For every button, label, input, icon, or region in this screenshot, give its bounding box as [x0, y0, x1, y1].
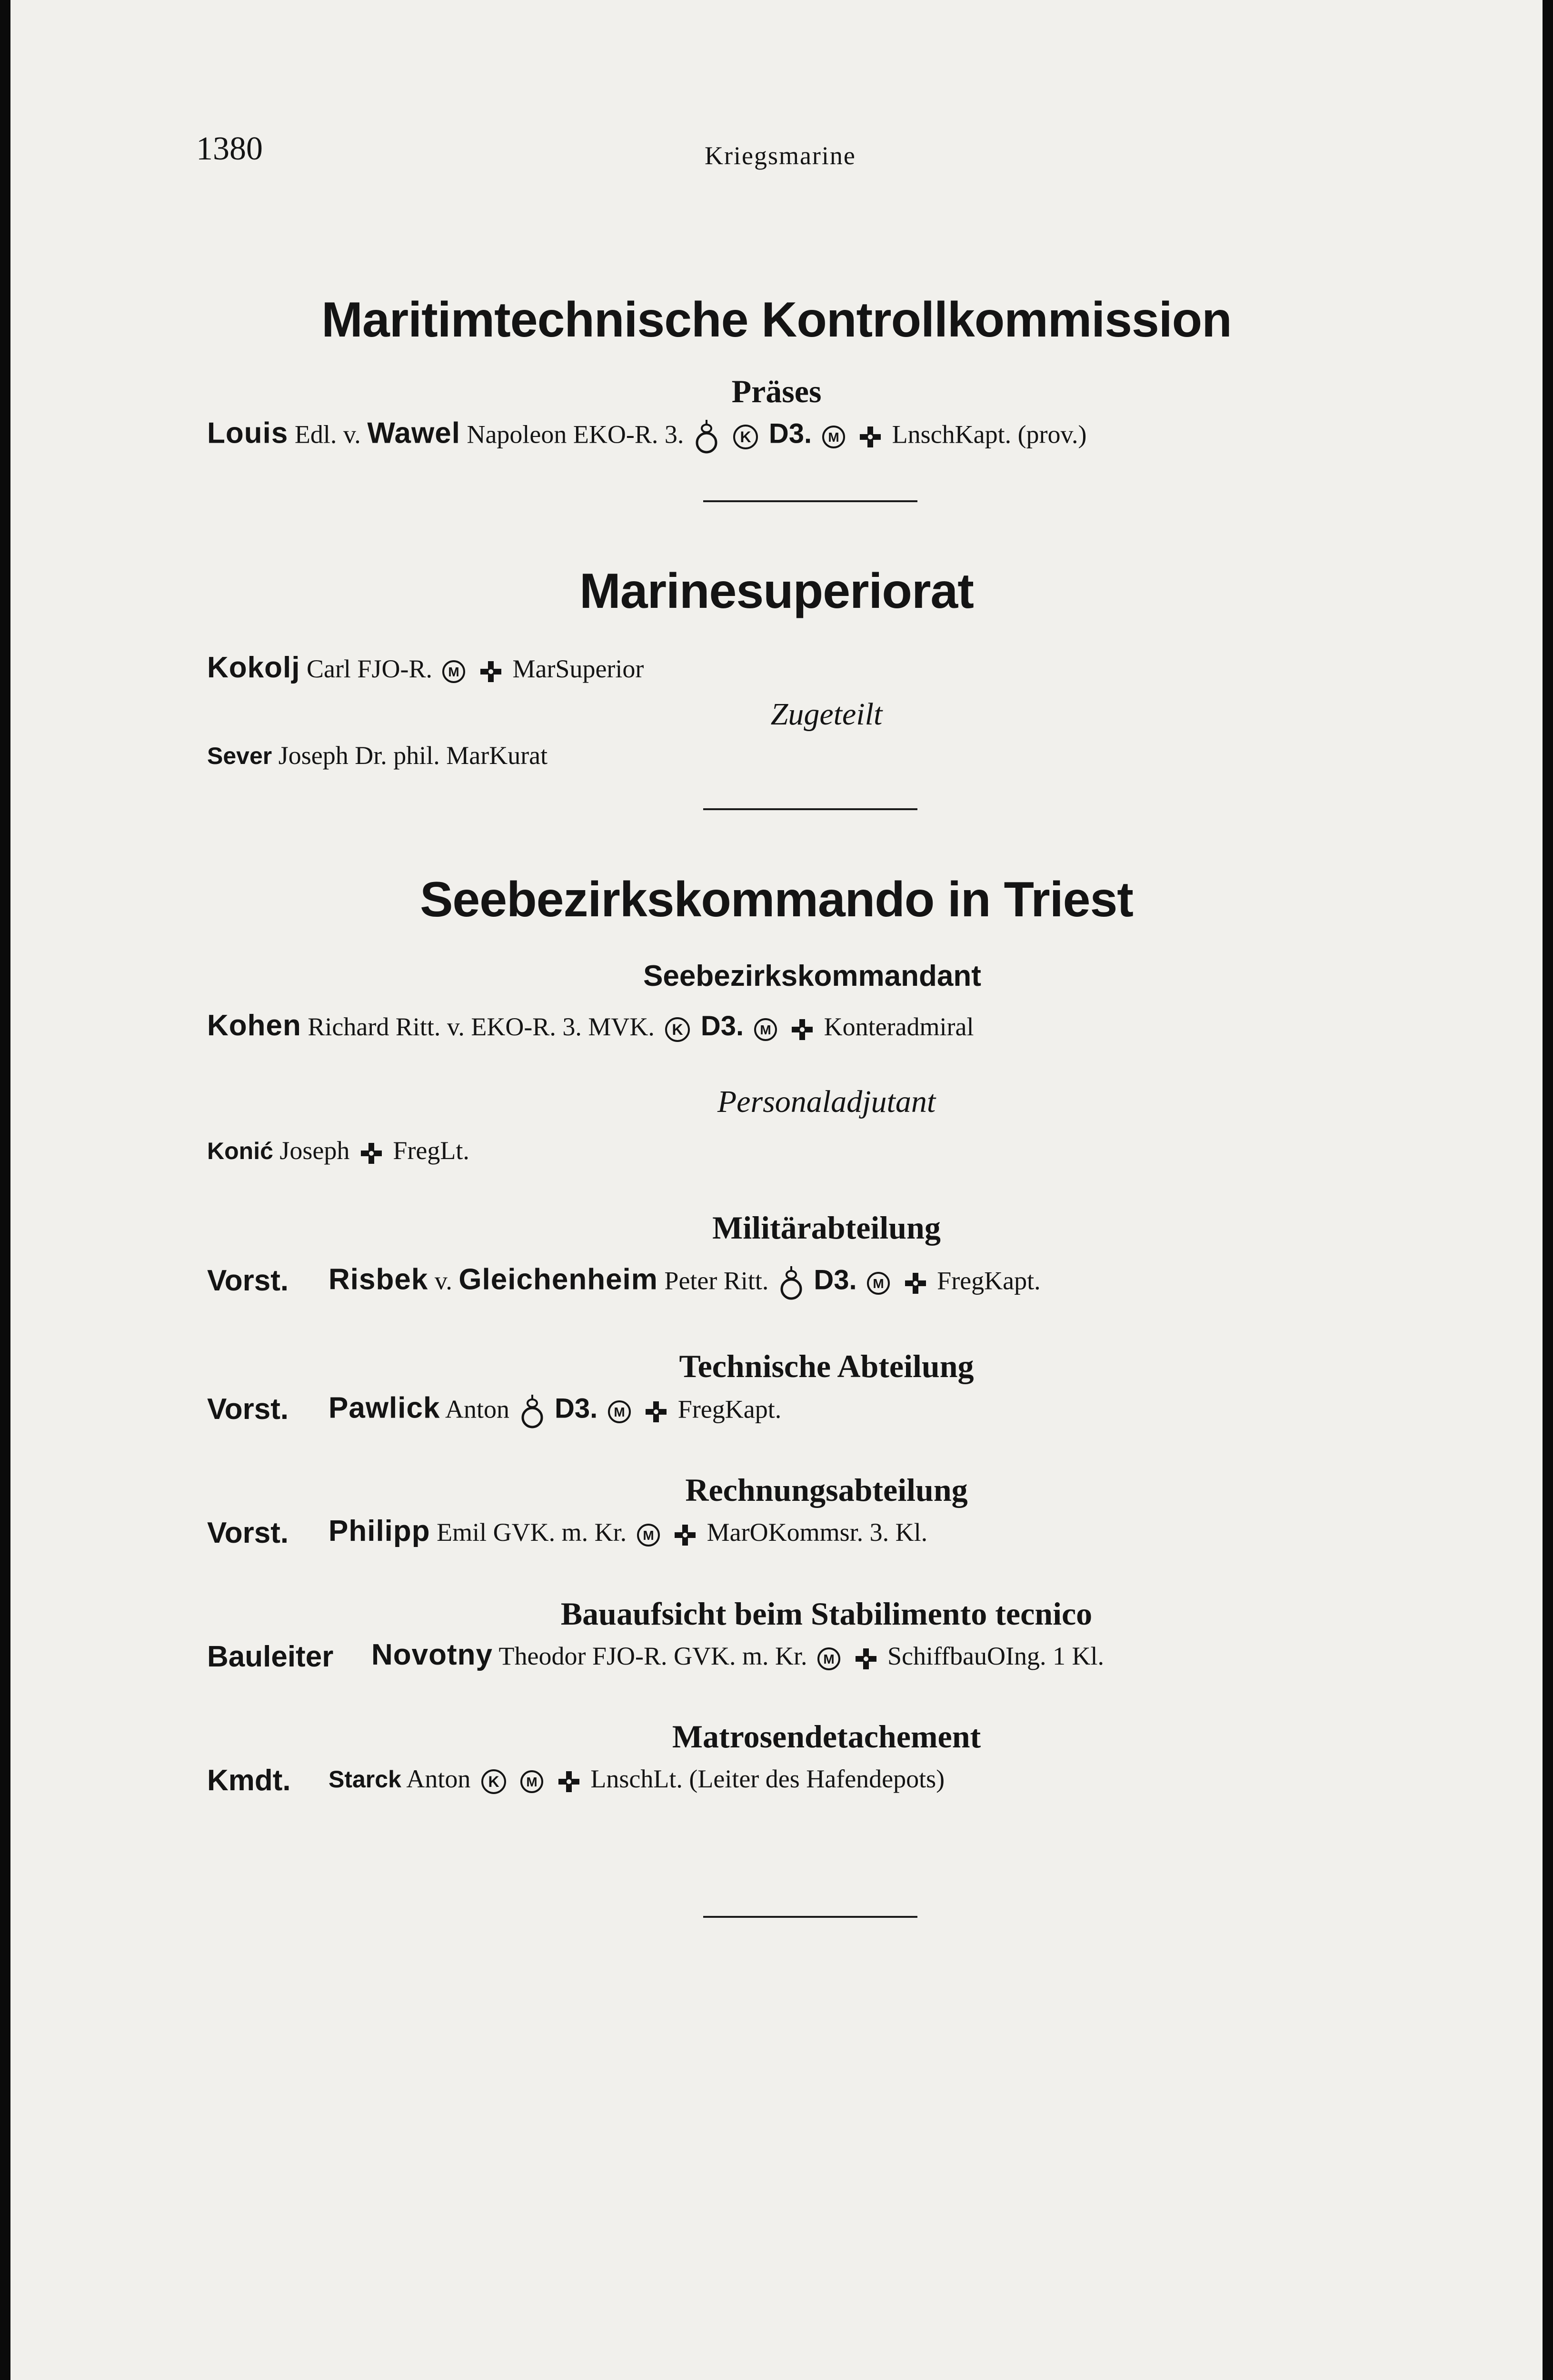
details: Richard Ritt. v. EKO-R. 3. MVK.	[308, 1012, 655, 1041]
surname: Novotny	[371, 1638, 493, 1671]
k-circle-icon	[480, 1768, 508, 1795]
order-medal-icon	[519, 1393, 546, 1431]
entry-pawlick	[329, 1393, 781, 1431]
surname: Konić	[207, 1138, 273, 1164]
rank: FregKapt.	[677, 1395, 782, 1424]
surname: Starck	[329, 1766, 401, 1793]
role-label: Vorst.	[207, 1264, 289, 1297]
cross-icon	[903, 1271, 928, 1296]
rank: SchiffbauOIng. 1 Kl.	[887, 1642, 1104, 1670]
k-glyph: K	[672, 1021, 683, 1038]
section-divider	[703, 500, 917, 502]
entry-konic	[207, 1138, 469, 1166]
first-name: Joseph	[279, 1136, 350, 1165]
details: Peter Ritt.	[664, 1266, 769, 1295]
m-glyph: M	[823, 1651, 835, 1666]
first-name: Anton	[406, 1765, 471, 1793]
entry-louis	[207, 418, 1087, 456]
subheading-seebezirkskommandant: Seebezirkskommandant	[643, 960, 981, 992]
k-glyph: K	[740, 428, 751, 446]
first-name: Anton	[445, 1395, 510, 1424]
cross-icon	[359, 1141, 384, 1166]
surname: Pawlick	[329, 1391, 440, 1425]
order-medal-icon	[693, 418, 720, 456]
entry-starck	[329, 1766, 945, 1795]
m-glyph: M	[873, 1276, 884, 1291]
decoration-d3: D3.	[814, 1264, 857, 1296]
details: Joseph Dr. phil. MarKurat	[278, 741, 548, 770]
section-title-marinesuperiorat: Marinesuperiorat	[579, 564, 974, 619]
name-particle: v.	[434, 1266, 452, 1295]
entry-kokolj	[207, 653, 644, 684]
role-label: Vorst.	[207, 1517, 289, 1549]
entry-sever	[207, 743, 548, 768]
surname-2: Wawel	[367, 416, 460, 450]
rank: Konteradmiral	[824, 1012, 974, 1041]
k-circle-icon	[732, 423, 759, 451]
document-page	[10, 0, 1543, 2380]
section-title-matrosendetachement: Matrosendetachement	[672, 1718, 981, 1755]
section-title-militaerabteilung: Militärabteilung	[712, 1210, 941, 1246]
cross-icon	[478, 659, 503, 684]
section-divider	[703, 1916, 917, 1918]
rank: MarOKommsr. 3. Kl.	[707, 1518, 928, 1547]
surname: Philipp	[329, 1515, 430, 1547]
m-circle-icon	[821, 425, 846, 449]
section-title-seebezirkskommando: Seebezirkskommando in Triest	[420, 872, 1133, 927]
rank: MarSuperior	[512, 654, 644, 683]
cross-icon	[644, 1399, 668, 1424]
m-circle-icon	[441, 659, 466, 684]
subheading-zugeteilt: Zugeteilt	[770, 697, 883, 732]
rank: LnschKapt. (prov.)	[892, 420, 1087, 449]
cross-icon	[673, 1523, 697, 1547]
rank: LnschLt. (Leiter des Hafendepots)	[590, 1765, 945, 1793]
entry-risbek	[329, 1264, 1041, 1302]
k-glyph: K	[488, 1773, 499, 1790]
m-circle-icon	[607, 1399, 632, 1424]
m-glyph: M	[448, 664, 460, 679]
cross-icon	[557, 1769, 581, 1794]
section-title-kontrollkommission: Maritimtechnische Kontrollkommission	[321, 292, 1232, 347]
cross-icon	[858, 425, 883, 449]
order-medal-icon	[778, 1264, 805, 1302]
subheading-praeses: Präses	[731, 373, 822, 409]
role-label: Bauleiter	[207, 1640, 334, 1673]
m-glyph: M	[827, 430, 839, 445]
m-circle-icon	[753, 1017, 778, 1042]
entry-novotny	[371, 1640, 1104, 1671]
m-circle-icon	[636, 1523, 661, 1547]
rank: FregLt.	[393, 1136, 469, 1165]
details: Emil GVK. m. Kr.	[437, 1518, 627, 1547]
cross-icon	[854, 1646, 878, 1671]
m-circle-icon	[816, 1646, 841, 1671]
section-divider	[703, 808, 917, 810]
m-circle-icon	[866, 1271, 891, 1296]
m-glyph: M	[642, 1527, 654, 1543]
section-title-rechnungsabteilung: Rechnungsabteilung	[685, 1472, 968, 1508]
page-number: 1380	[196, 130, 263, 167]
entry-philipp	[329, 1517, 927, 1547]
running-title: Kriegsmarine	[705, 141, 856, 170]
surname-2: Gleichenheim	[458, 1263, 658, 1296]
role-label: Kmdt.	[207, 1764, 291, 1797]
surname: Sever	[207, 743, 272, 769]
m-glyph: M	[526, 1774, 538, 1789]
subheading-personaladjutant: Personaladjutant	[717, 1084, 936, 1119]
k-circle-icon	[664, 1016, 691, 1043]
m-circle-icon	[519, 1769, 544, 1794]
details: Carl FJO-R.	[306, 654, 432, 683]
details: Napoleon EKO-R. 3.	[467, 420, 684, 449]
surname: Kohen	[207, 1009, 301, 1042]
m-glyph: M	[614, 1405, 625, 1419]
surname: Risbek	[329, 1263, 428, 1296]
decoration-d3: D3.	[700, 1011, 744, 1041]
m-glyph: M	[759, 1022, 771, 1037]
decoration-d3: D3.	[555, 1393, 598, 1424]
details: Theodor FJO-R. GVK. m. Kr.	[498, 1642, 807, 1670]
surname: Louis	[207, 416, 289, 450]
section-title-technische-abteilung: Technische Abteilung	[679, 1348, 974, 1384]
role-label: Vorst.	[207, 1393, 289, 1426]
surname: Kokolj	[207, 651, 300, 684]
section-title-bauaufsicht: Bauaufsicht beim Stabilimento tecnico	[560, 1596, 1093, 1632]
name-particle: Edl. v.	[294, 420, 361, 449]
cross-icon	[790, 1017, 815, 1042]
rank: FregKapt.	[937, 1266, 1041, 1295]
decoration-d3: D3.	[768, 418, 812, 449]
entry-kohen	[207, 1011, 974, 1043]
